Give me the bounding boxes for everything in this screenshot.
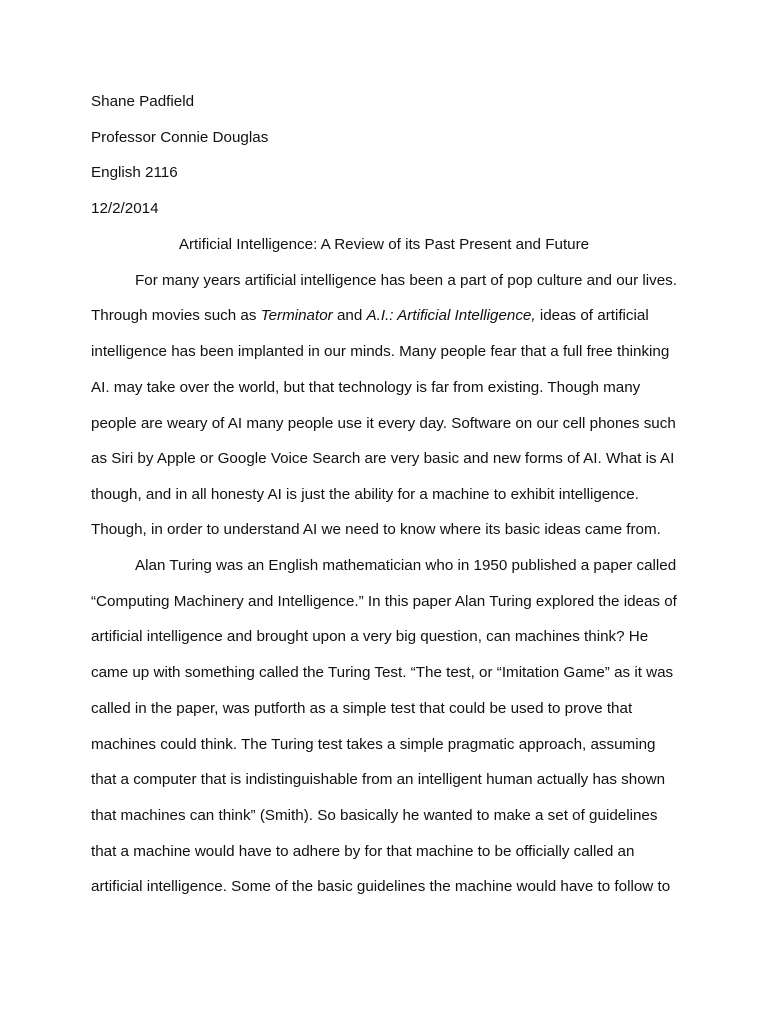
paragraph-line: called in the paper, was putforth as a simple test that could be used to prove that — [91, 700, 633, 717]
paragraph-line: though, and in all honesty AI is just the ability for a machine to exhibit intelligence. — [91, 486, 639, 503]
paragraph-line: came up with something called the Turing Test. “The test, or “Imitation Game” as it was — [91, 664, 674, 681]
paragraph-line: intelligence has been implanted in our minds. Many people fear that a full free thinking — [91, 343, 670, 360]
text-span: and — [332, 307, 367, 324]
paragraph-line: For many years artificial intelligence has been a part of pop culture and our lives. — [135, 272, 677, 289]
paragraph-line: as Siri by Apple or Google Voice Search are very basic and new forms of AI. What is AI — [91, 450, 675, 467]
paragraph-line: machines could think. The Turing test takes a simple pragmatic approach, assuming — [91, 736, 656, 753]
film-title: Terminator — [260, 307, 333, 324]
text-span: Through movies such as — [91, 307, 261, 324]
author-name: Shane Padfield — [91, 93, 195, 110]
paragraph-line: that machines can think” (Smith). So basically he wanted to make a set of guidelines — [91, 807, 658, 824]
paragraph-line: that a machine would have to adhere by for that machine to be officially called an — [91, 843, 635, 860]
film-title: A.I.: Artificial Intelligence, — [366, 307, 536, 324]
paragraph-line: that a computer that is indistinguishable from an intelligent human actually has shown — [91, 771, 666, 788]
paragraph-line: AI. may take over the world, but that technology is far from existing. Though many — [91, 379, 641, 396]
paragraph-line: Alan Turing was an English mathematician who in 1950 published a paper called — [135, 557, 677, 574]
document-date: 12/2/2014 — [91, 200, 159, 217]
paragraph-line: people are weary of AI many people use it every day. Software on our cell phones such — [91, 415, 676, 432]
paragraph-line: artificial intelligence and brought upon a very big question, can machines think? He — [91, 628, 649, 645]
document-title: Artificial Intelligence: A Review of its Past Present and Future — [178, 236, 590, 253]
paragraph-line: Though, in order to understand AI we need to know where its basic ideas came from. — [91, 521, 661, 538]
paragraph-line: artificial intelligence. Some of the basic guidelines the machine would have to follow to — [91, 878, 671, 895]
course-name: English 2116 — [91, 164, 178, 181]
paragraph-line: “Computing Machinery and Intelligence.” In this paper Alan Turing explored the ideas of — [91, 593, 677, 610]
text-span: ideas of artificial — [535, 307, 649, 324]
paragraph-line — [91, 306, 649, 326]
professor-name: Professor Connie Douglas — [91, 129, 269, 146]
